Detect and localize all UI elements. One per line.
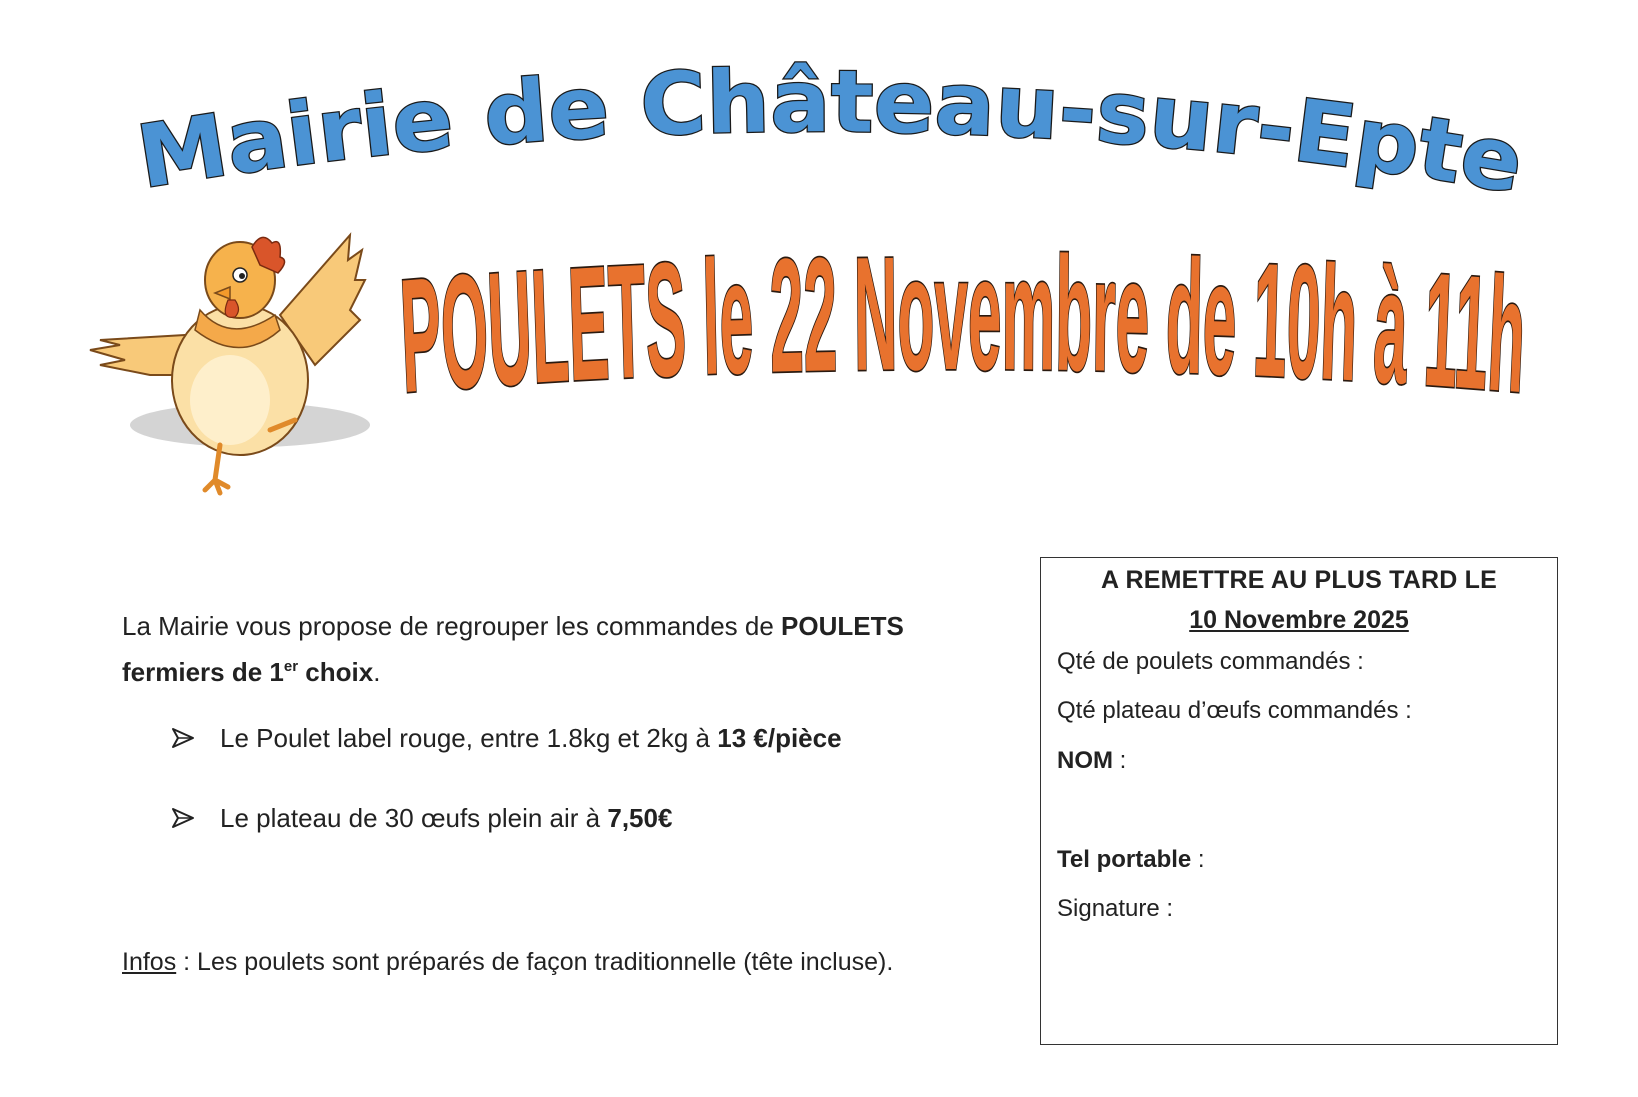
intro-text: La Mairie vous propose de regrouper les commandes de — [122, 611, 782, 641]
event-title-text: POULETS le 22 Novembre de 10h à 11h — [396, 223, 1566, 431]
deadline-label: A REMETTRE AU PLUS TARD LE — [1101, 566, 1497, 594]
event-title-svg — [396, 223, 1566, 432]
infos-label: Infos — [122, 948, 177, 976]
phone-label: Tel portable — [1057, 846, 1192, 873]
offer-list — [170, 718, 990, 838]
name-suffix: : — [1113, 747, 1127, 774]
signature-field[interactable]: Signature : — [1057, 895, 1174, 922]
intro-period: . — [373, 657, 381, 687]
intro-superscript: er — [283, 658, 299, 675]
offer-item-eggs — [170, 798, 990, 838]
arrowhead-bullet-icon — [170, 807, 196, 829]
name-label: NOM — [1057, 747, 1113, 774]
offer-price: 7,50€ — [607, 802, 673, 833]
offer-item-chicken — [170, 718, 990, 758]
mairie-title-svg — [120, 52, 1540, 230]
name-field[interactable] — [1057, 747, 1126, 775]
offer-text: Le plateau de 30 œufs plein air à — [220, 802, 601, 833]
phone-field[interactable] — [1057, 846, 1205, 874]
qty-chickens-field[interactable]: Qté de poulets commandés : — [1057, 648, 1364, 675]
chicken-icon — [80, 225, 380, 525]
intro-bold-fermiers — [122, 657, 373, 687]
offer-text: Le Poulet label rouge, entre 1.8kg et 2kg à — [220, 722, 711, 753]
intro-paragraph — [122, 603, 1002, 695]
intro-bold-choix: choix — [298, 657, 374, 687]
intro-bold-poulets: POULETS — [781, 611, 904, 641]
mairie-title — [120, 52, 1540, 230]
mairie-title-text: Mairie de Château-sur-Epte — [131, 52, 1528, 213]
intro-bold-fermiers-text: fermiers de 1 — [122, 657, 284, 687]
offer-price: 13 €/pièce — [717, 722, 842, 753]
arrowhead-bullet-icon — [170, 727, 196, 749]
qty-eggs-field[interactable]: Qté plateau d’œufs commandés : — [1057, 697, 1412, 724]
infos-note — [122, 948, 1002, 977]
order-form-box — [1040, 557, 1558, 1045]
infos-text: : Les poulets sont préparés de façon traditionnelle (tête incluse). — [176, 948, 894, 976]
event-title — [396, 223, 1566, 432]
chicken-illustration — [80, 225, 380, 525]
deadline-date: 10 Novembre 2025 — [1189, 606, 1409, 634]
phone-suffix: : — [1191, 846, 1205, 873]
